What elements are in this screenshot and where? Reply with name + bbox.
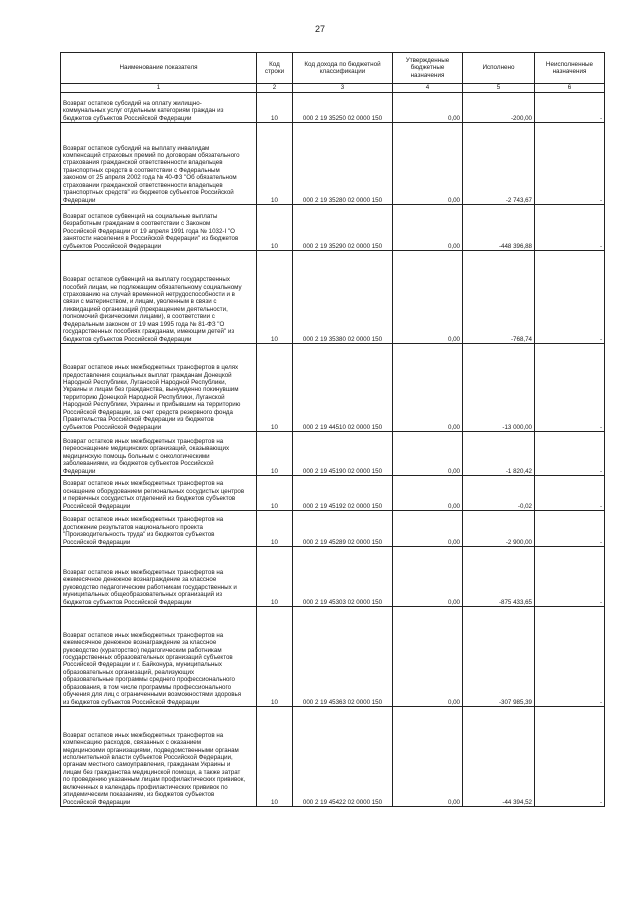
page-number: 27	[314, 24, 325, 34]
row-line-code: 10	[257, 123, 293, 205]
row-income-code: 000 2 19 45190 02 0000 150	[293, 432, 393, 476]
row-unexecuted: -	[535, 432, 605, 476]
row-income-code: 000 2 19 45363 02 0000 150	[293, 607, 393, 707]
row-approved: 0,00	[393, 511, 463, 547]
row-line-code: 10	[257, 205, 293, 251]
row-line-code: 10	[257, 511, 293, 547]
column-number: 1	[61, 84, 257, 93]
row-name-text: Возврат остатков иных межбюджетных трансфертов в целях предоставления социальных выплат гражданам Донецкой Народной Республики, Луганской Народной Республики, Украины и лицам без гражданства, вынужденно покинувшим территорию Донецкой Народной Республики, Луганской Народной Республики, Украины и прибывшим на территорию Российской Федерации, за счет средств резервного фонда Правительства Российской Федерации из бюджетов субъектов Российской Федерации	[63, 364, 241, 431]
row-name-text: Возврат остатков субсидий на выплату инвалидам компенсаций страховых премий по договорам обязательного страхования гражданской ответственности владельцев транспортных средств в соответствии с Федеральным законом от 25 апреля 2002 года № 40-ФЗ "Об обязательном страховании гражданской ответственности владельцев транспортных средств" из бюджетов субъектов Российской Федерации	[63, 144, 240, 204]
row-executed: -44 394,52	[463, 707, 535, 807]
row-name-text: Возврат остатков иных межбюджетных трансфертов на ежемесячное денежное вознаграждение за классное руководство (кураторство) педагогическим работникам государственных образовательных организаций субъектов Российской Федерации и г. Байконура, муниципальных образовательных организаций, реализующих образовательные программы среднего профессионального образования, в том числе программы профессионального обучения для лиц с ограниченными возможностями здоровья из бюджетов субъектов Российской Федерации	[63, 631, 242, 706]
row-unexecuted: -	[535, 123, 605, 205]
row-approved: 0,00	[393, 432, 463, 476]
row-name	[61, 251, 257, 344]
row-line-code: 10	[257, 707, 293, 807]
row-approved: 0,00	[393, 251, 463, 344]
row-unexecuted: -	[535, 205, 605, 251]
table-row	[61, 607, 605, 707]
column-number-row	[61, 84, 605, 93]
row-unexecuted: -	[535, 607, 605, 707]
row-name	[61, 707, 257, 807]
row-approved: 0,00	[393, 93, 463, 123]
row-name-text: Возврат остатков субсидий на оплату жилищно- коммунальных услуг отдельным категориям граждан из бюджетов субъектов Российской Федерации	[63, 99, 224, 122]
row-name-text: Возврат остатков иных межбюджетных трансфертов на ежемесячное денежное вознаграждение за классное руководство педагогическим работникам государственных и муниципальных общеобразовательных организаций из бюджетов субъектов Российской Федерации	[63, 568, 237, 606]
row-name	[61, 476, 257, 511]
row-unexecuted: -	[535, 93, 605, 123]
row-executed: -307 985,39	[463, 607, 535, 707]
row-line-code: 10	[257, 607, 293, 707]
row-name-text: Возврат остатков субвенций на социальные выплаты безработным гражданам в соответствии с Законом Российской Федерации от 19 апреля 1991 года № 1032-I "О занятости населения в Российской Федерации" из бюджетов субъектов Российской Федерации	[63, 212, 239, 250]
row-line-code: 10	[257, 93, 293, 123]
row-name	[61, 123, 257, 205]
table-row	[61, 251, 605, 344]
row-executed: -2 900,00	[463, 511, 535, 547]
row-income-code: 000 2 19 45303 02 0000 150	[293, 547, 393, 607]
header-name: Наименование показателя	[61, 53, 257, 84]
row-name	[61, 547, 257, 607]
row-name	[61, 344, 257, 432]
row-approved: 0,00	[393, 707, 463, 807]
row-name-text: Возврат остатков иных межбюджетных трансфертов на оснащение оборудованием региональных сосудистых центров и первичных сосудистых отделений из бюджетов субъектов Российской Федерации	[63, 480, 245, 510]
row-name-text: Возврат остатков иных межбюджетных трансфертов на компенсацию расходов, связанных с оказанием медицинскими организациями, подведомственными органам исполнительной власти субъектов Российской Федерации, органам местного самоуправления, гражданам Украины и лицам без гражданства медицинской помощи, а также затрат по проведению указанным лицам профилактических прививок, включенных в календарь профилактических прививок по эпидемическим показаниям, из бюджетов субъектов Российской Федерации	[63, 731, 246, 806]
row-name-text: Возврат остатков иных межбюджетных трансфертов на переоснащение медицинских организаций, оказывающих медицинскую помощь больным с онкологическими заболеваниями, из бюджетов субъектов Российской Федерации	[63, 437, 230, 475]
row-executed: -768,74	[463, 251, 535, 344]
row-income-code: 000 2 19 35280 02 0000 150	[293, 123, 393, 205]
row-line-code: 10	[257, 476, 293, 511]
column-number: 2	[257, 84, 293, 93]
table-row	[61, 93, 605, 123]
table-row	[61, 707, 605, 807]
row-income-code: 000 2 19 45289 02 0000 150	[293, 511, 393, 547]
header-line-code: Код строки	[257, 53, 293, 84]
row-unexecuted: -	[535, 344, 605, 432]
header-income-code: Код дохода по бюджетной классификации	[293, 53, 393, 84]
table-row	[61, 205, 605, 251]
row-executed: -2 743,67	[463, 123, 535, 205]
row-line-code: 10	[257, 344, 293, 432]
column-number: 6	[535, 84, 605, 93]
table-row	[61, 432, 605, 476]
row-name-text: Возврат остатков иных межбюджетных трансфертов на достижение результатов национального проекта "Производительность труда" из бюджетов субъектов Российской Федерации	[63, 516, 224, 546]
row-line-code: 10	[257, 251, 293, 344]
column-number: 3	[293, 84, 393, 93]
row-unexecuted: -	[535, 251, 605, 344]
row-name	[61, 607, 257, 707]
column-number: 5	[463, 84, 535, 93]
row-name	[61, 205, 257, 251]
row-income-code: 000 2 19 35290 02 0000 150	[293, 205, 393, 251]
row-executed: -200,00	[463, 93, 535, 123]
table-row	[61, 344, 605, 432]
row-approved: 0,00	[393, 123, 463, 205]
row-income-code: 000 2 19 35380 02 0000 150	[293, 251, 393, 344]
header-unexecuted: Неисполненные назначения	[535, 53, 605, 84]
budget-report-table	[60, 52, 605, 807]
row-name	[61, 511, 257, 547]
row-income-code: 000 2 19 44510 02 0000 150	[293, 344, 393, 432]
row-executed: -875 433,65	[463, 547, 535, 607]
row-approved: 0,00	[393, 344, 463, 432]
row-unexecuted: -	[535, 707, 605, 807]
table-row	[61, 547, 605, 607]
row-approved: 0,00	[393, 607, 463, 707]
table-row	[61, 511, 605, 547]
row-executed: -13 000,00	[463, 344, 535, 432]
table-row	[61, 123, 605, 205]
row-unexecuted: -	[535, 476, 605, 511]
row-name	[61, 432, 257, 476]
row-income-code: 000 2 19 35250 02 0000 150	[293, 93, 393, 123]
header-approved: Утвержденные бюджетные назначения	[393, 53, 463, 84]
row-executed: -0,02	[463, 476, 535, 511]
row-executed: -448 396,88	[463, 205, 535, 251]
row-approved: 0,00	[393, 476, 463, 511]
row-income-code: 000 2 19 45422 02 0000 150	[293, 707, 393, 807]
row-line-code: 10	[257, 547, 293, 607]
column-number: 4	[393, 84, 463, 93]
row-unexecuted: -	[535, 547, 605, 607]
row-approved: 0,00	[393, 205, 463, 251]
row-name-text: Возврат остатков субвенций на выплату государственных пособий лицам, не подлежащим обязательному социальному страхованию на случай временной нетрудоспособности и в связи с материнством, и лицам, уволенным в связи с ликвидацией организаций (прекращением деятельности, полномочий физическими лицами), в соответствии с Федеральным законом от 19 мая 1995 года № 81-ФЗ "О государственных пособиях гражданам, имеющим детей" из бюджетов субъектов Российской Федерации	[63, 276, 242, 343]
row-line-code: 10	[257, 432, 293, 476]
row-income-code: 000 2 19 45192 02 0000 150	[293, 476, 393, 511]
table-header-row	[61, 53, 605, 84]
row-unexecuted: -	[535, 511, 605, 547]
table-row	[61, 476, 605, 511]
row-name	[61, 93, 257, 123]
header-executed: Исполнено	[463, 53, 535, 84]
row-approved: 0,00	[393, 547, 463, 607]
row-executed: -1 820,42	[463, 432, 535, 476]
